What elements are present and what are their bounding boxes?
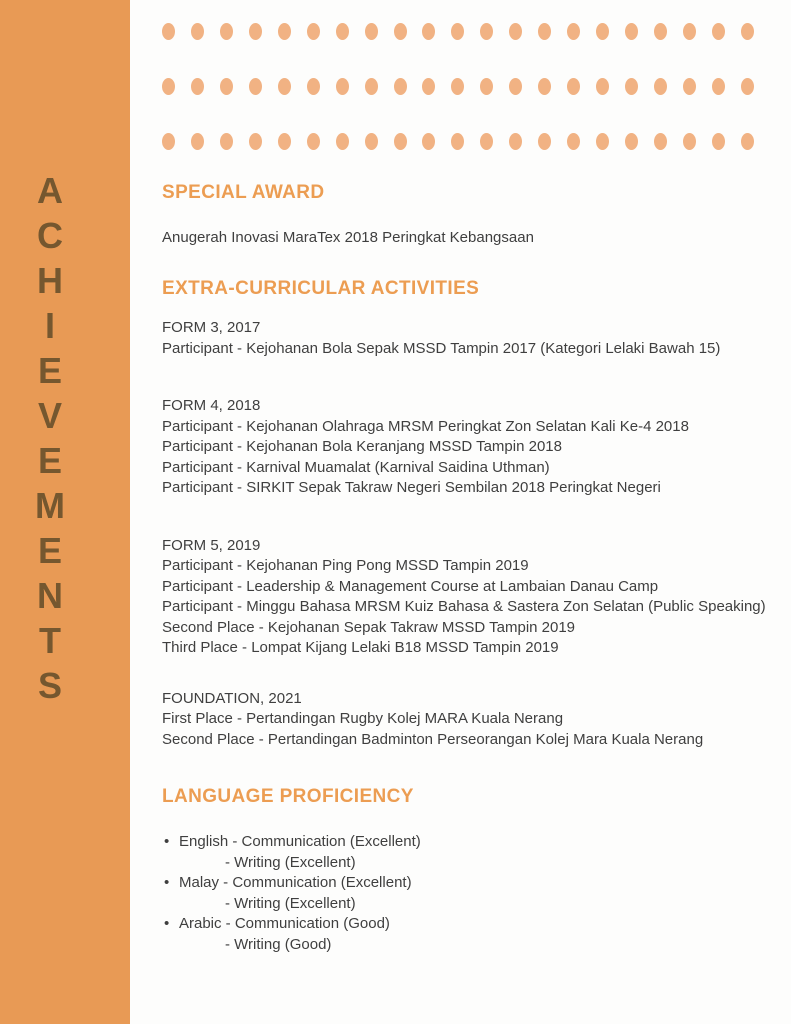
section-language-proficiency bbox=[162, 785, 791, 955]
dot-icon bbox=[683, 78, 696, 95]
dot-icon bbox=[567, 133, 580, 150]
dot-icon bbox=[451, 133, 464, 150]
bullet-icon: • bbox=[164, 833, 170, 850]
section-extra-curricular bbox=[162, 277, 791, 750]
dot-icon bbox=[220, 78, 233, 95]
activity-group-title: FORM 5, 2019 bbox=[162, 536, 261, 554]
language-writing-line: - Writing (Excellent) bbox=[225, 894, 356, 912]
dot-icon bbox=[596, 133, 609, 150]
activity-item: Second Place - Kejohanan Sepak Takraw MSSD Tampin 2019 bbox=[162, 618, 576, 636]
dot-icon bbox=[394, 78, 407, 95]
dot-icon bbox=[422, 78, 435, 95]
dot-icon bbox=[538, 133, 551, 150]
language-communication-line: Malay - Communication (Excellent) bbox=[179, 874, 412, 891]
dot-icon bbox=[741, 133, 754, 150]
dot-icon bbox=[567, 23, 580, 40]
dot-icon bbox=[741, 23, 754, 40]
dot-icon bbox=[712, 78, 725, 95]
sidebar-letter: H bbox=[37, 260, 63, 301]
dot-icon bbox=[278, 78, 291, 95]
dot-icon bbox=[394, 23, 407, 40]
language-lines bbox=[179, 832, 421, 873]
activity-item: Participant - Kejohanan Ping Pong MSSD Tampin 2019 bbox=[162, 557, 529, 574]
dot-icon bbox=[336, 23, 349, 40]
language-item bbox=[162, 832, 791, 873]
dot-icon bbox=[249, 78, 262, 95]
extra-curricular-heading: EXTRA-CURRICULAR ACTIVITIES bbox=[162, 278, 480, 299]
activity-item: First Place - Pertandingan Rugby Kolej MARA Kuala Nerang bbox=[162, 710, 564, 727]
activity-item: Participant - Minggu Bahasa MRSM Kuiz Bahasa & Sastera Zon Selatan (Public Speaking) bbox=[162, 598, 766, 615]
sidebar bbox=[0, 0, 130, 1024]
dot-icon bbox=[191, 78, 204, 95]
dots-decoration bbox=[162, 0, 791, 150]
activity-group-title: FOUNDATION, 2021 bbox=[162, 689, 302, 707]
sidebar-letter: T bbox=[39, 620, 61, 661]
dot-icon bbox=[220, 133, 233, 150]
sidebar-letter: A bbox=[37, 170, 63, 211]
dot-icon bbox=[162, 23, 175, 40]
dot-icon bbox=[654, 23, 667, 40]
activity-group bbox=[162, 318, 791, 359]
dot-icon bbox=[625, 23, 638, 40]
activity-groups bbox=[162, 318, 791, 750]
activity-group-title: FORM 3, 2017 bbox=[162, 319, 261, 336]
dot-icon bbox=[509, 23, 522, 40]
activity-group bbox=[162, 689, 791, 751]
sidebar-letter: C bbox=[37, 215, 63, 256]
main-content bbox=[130, 0, 791, 1024]
dot-icon bbox=[278, 133, 291, 150]
special-award-line: Anugerah Inovasi MaraTex 2018 Peringkat Kebangsaan bbox=[162, 229, 534, 246]
dot-icon bbox=[336, 133, 349, 150]
bullet-icon: • bbox=[164, 915, 170, 932]
sidebar-letter: N bbox=[37, 575, 63, 616]
dot-icon bbox=[191, 133, 204, 150]
dot-icon bbox=[654, 133, 667, 150]
dot-icon bbox=[307, 23, 320, 40]
activity-item: Participant - SIRKIT Sepak Takraw Negeri Sembilan 2018 Peringkat Negeri bbox=[162, 479, 661, 496]
dot-icon bbox=[625, 78, 638, 95]
dot-icon bbox=[480, 23, 493, 40]
dot-icon bbox=[480, 133, 493, 150]
dot-icon bbox=[220, 23, 233, 40]
activity-group bbox=[162, 396, 791, 499]
activity-group bbox=[162, 536, 791, 659]
bullet-icon: • bbox=[164, 874, 170, 891]
dot-icon bbox=[365, 133, 378, 150]
dot-icon bbox=[422, 133, 435, 150]
dot-icon bbox=[596, 78, 609, 95]
dot-icon bbox=[509, 78, 522, 95]
dot-icon bbox=[712, 23, 725, 40]
language-item bbox=[162, 873, 791, 914]
dot-icon bbox=[625, 133, 638, 150]
language-writing-line: - Writing (Good) bbox=[225, 935, 332, 953]
language-communication-line: English - Communication (Excellent) bbox=[179, 833, 421, 850]
dot-icon bbox=[278, 23, 291, 40]
dot-icon bbox=[336, 78, 349, 95]
dot-icon bbox=[567, 78, 580, 95]
sidebar-letter: I bbox=[44, 305, 55, 346]
dot-icon bbox=[654, 78, 667, 95]
dot-icon bbox=[596, 23, 609, 40]
activity-group-title: FORM 4, 2018 bbox=[162, 397, 261, 414]
dot-row bbox=[162, 133, 754, 150]
activity-item: Participant - Leadership & Management Course at Lambaian Danau Camp bbox=[162, 577, 659, 595]
dot-icon bbox=[365, 78, 378, 95]
dot-icon bbox=[162, 133, 175, 150]
dot-icon bbox=[307, 133, 320, 150]
dot-icon bbox=[307, 78, 320, 95]
dot-icon bbox=[480, 78, 493, 95]
sidebar-letter: E bbox=[37, 530, 62, 571]
language-writing-line: - Writing (Excellent) bbox=[225, 853, 356, 871]
language-item bbox=[162, 914, 791, 955]
dot-icon bbox=[683, 23, 696, 40]
dot-row bbox=[162, 78, 754, 95]
dot-icon bbox=[422, 23, 435, 40]
activity-item: Participant - Karnival Muamalat (Karnival Saidina Uthman) bbox=[162, 458, 550, 476]
dot-icon bbox=[538, 23, 551, 40]
activity-item: Third Place - Lompat Kijang Lelaki B18 MSSD Tampin 2019 bbox=[162, 639, 559, 656]
dot-icon bbox=[451, 23, 464, 40]
activity-item: Participant - Kejohanan Bola Keranjang MSSD Tampin 2018 bbox=[162, 438, 562, 455]
activity-item: Participant - Kejohanan Olahraga MRSM Peringkat Zon Selatan Kali Ke-4 2018 bbox=[162, 417, 689, 435]
language-list bbox=[162, 832, 791, 955]
dot-icon bbox=[451, 78, 464, 95]
sidebar-letter: E bbox=[37, 440, 62, 481]
dot-icon bbox=[741, 78, 754, 95]
dot-icon bbox=[162, 78, 175, 95]
dot-icon bbox=[394, 133, 407, 150]
language-lines bbox=[179, 914, 390, 955]
dot-icon bbox=[538, 78, 551, 95]
sidebar-vertical-title bbox=[0, 168, 100, 708]
dot-row bbox=[162, 23, 754, 40]
sidebar-letter: M bbox=[35, 485, 65, 526]
dot-icon bbox=[509, 133, 522, 150]
sidebar-letter: S bbox=[37, 665, 62, 706]
dot-icon bbox=[249, 133, 262, 150]
dot-icon bbox=[249, 23, 262, 40]
language-communication-line: Arabic - Communication (Good) bbox=[179, 915, 390, 932]
dot-icon bbox=[365, 23, 378, 40]
special-award-heading: SPECIAL AWARD bbox=[162, 182, 325, 203]
sidebar-letter: E bbox=[37, 350, 62, 391]
language-proficiency-heading: LANGUAGE PROFICIENCY bbox=[162, 786, 414, 807]
sidebar-letter: V bbox=[37, 395, 62, 436]
section-special-award bbox=[162, 181, 791, 248]
dot-icon bbox=[712, 133, 725, 150]
language-lines bbox=[179, 873, 412, 914]
activity-item: Participant - Kejohanan Bola Sepak MSSD Tampin 2017 (Kategori Lelaki Bawah 15) bbox=[162, 339, 721, 357]
activity-item: Second Place - Pertandingan Badminton Perseorangan Kolej Mara Kuala Nerang bbox=[162, 730, 704, 748]
dot-icon bbox=[683, 133, 696, 150]
dot-icon bbox=[191, 23, 204, 40]
